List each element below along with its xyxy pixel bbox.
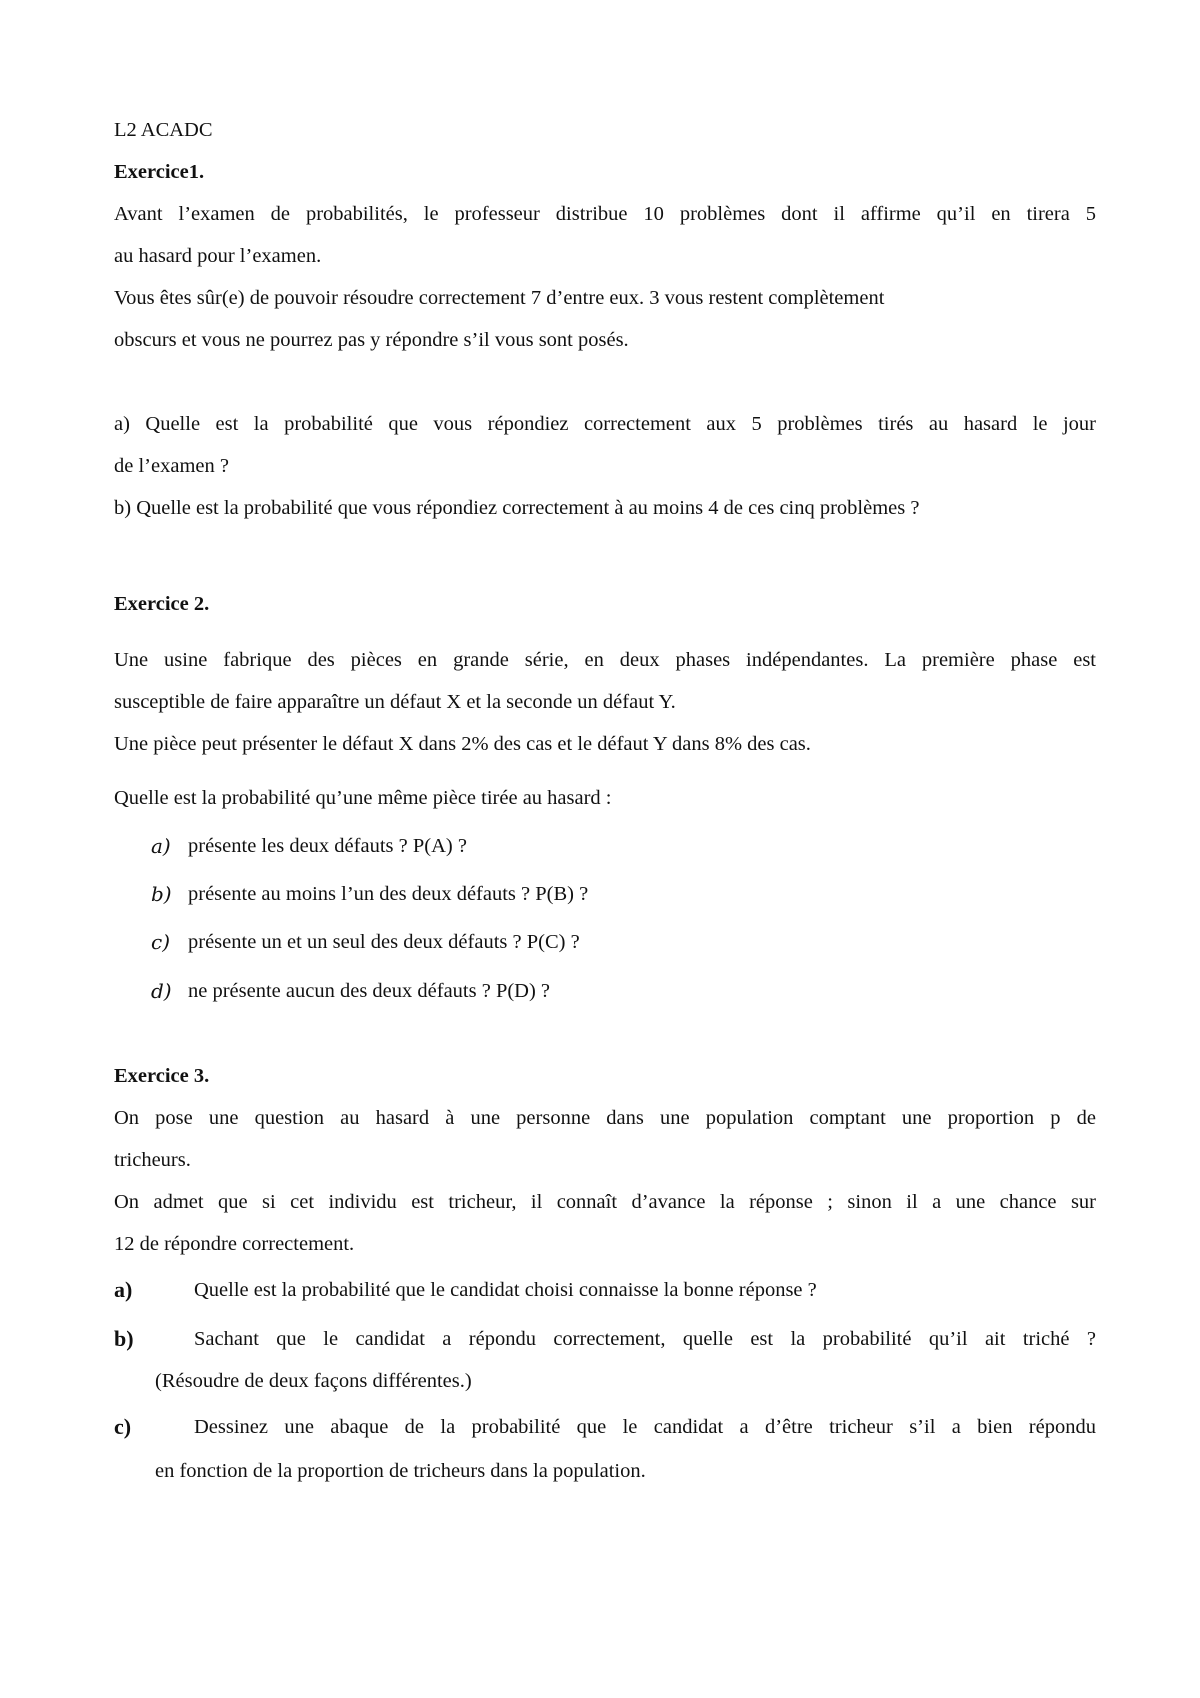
list-item-marker: c) — [151, 930, 171, 954]
exercise-1-question-a-line-2: de l’examen ? — [114, 455, 229, 477]
exercise-1-paragraph-2-line-2: obscurs et vous ne pourrez pas y répondre s’il vous sont posés. — [114, 329, 629, 351]
list-item-text: présente un et un seul des deux défauts ? P(C) ? — [188, 931, 580, 953]
exercise-3-paragraph-1-line-1: On pose une question au hasard à une personne dans une population comptant une proportion p de — [114, 1107, 1096, 1129]
list-item-text-continuation: en fonction de la proportion de tricheurs dans la population. — [155, 1460, 646, 1482]
exercise-2-title: Exercice 2. — [114, 593, 210, 615]
list-item-marker: b) — [151, 882, 172, 906]
list-item-text: Dessinez une abaque de la probabilité que le candidat a d’être tricheur s’il a bien répondu — [194, 1416, 1096, 1438]
exercise-2-paragraph-1-line-2: susceptible de faire apparaître un défaut X et la seconde un défaut Y. — [114, 691, 676, 713]
exercise-2-paragraph-1-line-1: Une usine fabrique des pièces en grande série, en deux phases indépendantes. La première phase est — [114, 649, 1096, 671]
exercise-3-paragraph-2-line-2: 12 de répondre correctement. — [114, 1233, 355, 1255]
exercise-1-paragraph-1-line-2: au hasard pour l’examen. — [114, 245, 322, 267]
exercise-1-paragraph-1-line-1: Avant l’examen de probabilités, le professeur distribue 10 problèmes dont il affirme qu’il en tirera 5 — [114, 203, 1096, 225]
list-item-marker: d) — [151, 979, 172, 1003]
exercise-2-paragraph-2: Une pièce peut présenter le défaut X dans 2% des cas et le défaut Y dans 8% des cas. — [114, 733, 811, 755]
list-item-marker: b) — [114, 1326, 134, 1351]
exercise-3-paragraph-2-line-1: On admet que si cet individu est tricheur, il connaît d’avance la réponse ; sinon il a une chance sur — [114, 1191, 1096, 1213]
exercise-1-question-b: b) Quelle est la probabilité que vous répondiez correctement à au moins 4 de ces cinq problèmes ? — [114, 497, 920, 519]
list-item-text: présente les deux défauts ? P(A) ? — [188, 835, 467, 857]
list-item-marker: a) — [114, 1277, 133, 1302]
list-item-text: Quelle est la probabilité que le candidat choisi connaisse la bonne réponse ? — [194, 1279, 817, 1301]
course-label: L2 ACADC — [114, 119, 213, 141]
exercise-3-paragraph-1-line-2: tricheurs. — [114, 1149, 191, 1171]
exercise-1-title: Exercice1. — [114, 161, 205, 183]
list-item-marker: c) — [114, 1414, 132, 1439]
list-item-marker: a) — [151, 834, 171, 858]
exercise-2-question: Quelle est la probabilité qu’une même pièce tirée au hasard : — [114, 787, 612, 809]
exercise-1-question-a-line-1: a) Quelle est la probabilité que vous répondiez correctement aux 5 problèmes tirés au hasard le jour — [114, 413, 1096, 435]
list-item-text: présente au moins l’un des deux défauts ? P(B) ? — [188, 883, 589, 905]
list-item-text: ne présente aucun des deux défauts ? P(D) ? — [188, 980, 551, 1002]
exercise-1-paragraph-2-line-1: Vous êtes sûr(e) de pouvoir résoudre correctement 7 d’entre eux. 3 vous restent complètement — [114, 287, 885, 309]
exercise-3-title: Exercice 3. — [114, 1065, 210, 1087]
list-item-text: Sachant que le candidat a répondu correctement, quelle est la probabilité qu’il ait triché ? — [194, 1328, 1096, 1350]
list-item-text-continuation: (Résoudre de deux façons différentes.) — [155, 1370, 472, 1392]
